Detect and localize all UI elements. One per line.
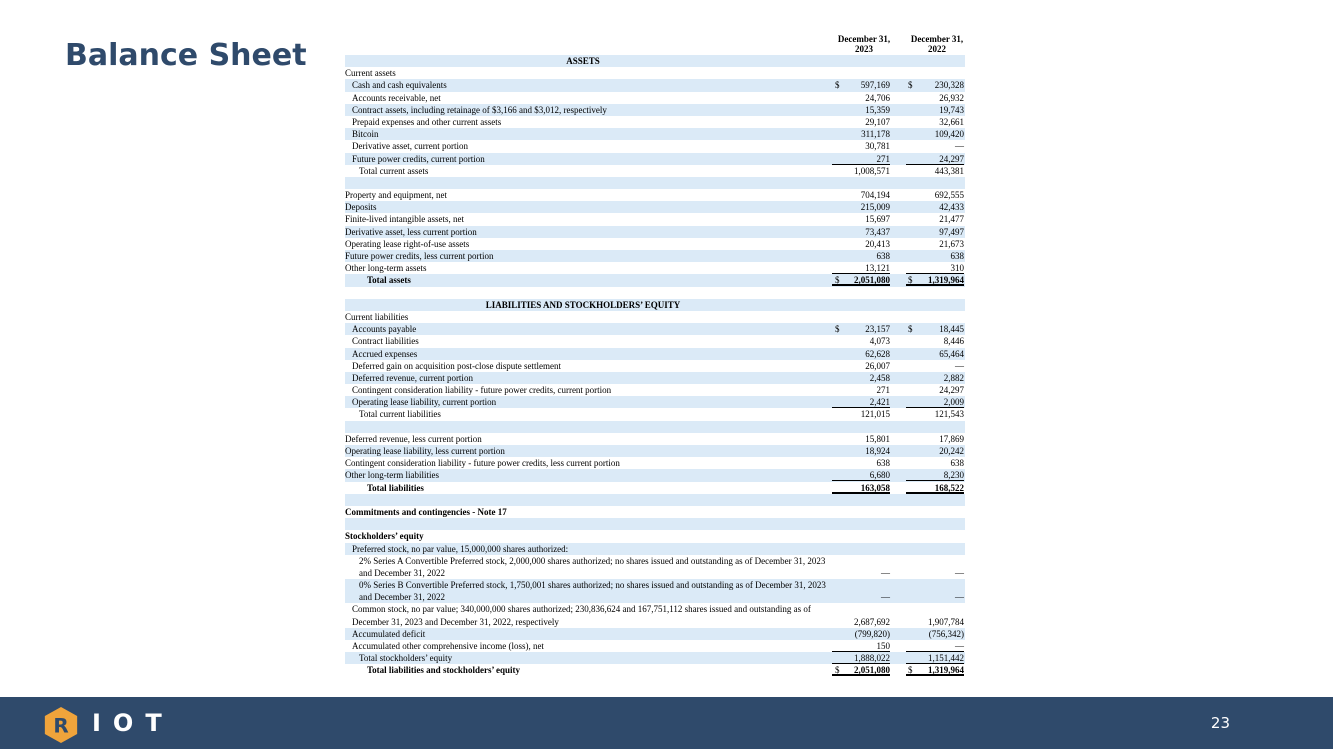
table-row (345, 250, 965, 262)
value-2023: 121,015 (860, 409, 890, 420)
row-label: Derivative asset, current portion (352, 141, 468, 152)
value-2022: 2,009 (906, 396, 964, 408)
row-label: Contract assets, including retainage of $3,166 and $3,012, respectively (352, 104, 607, 115)
currency-symbol: $ (835, 324, 840, 335)
table-row (345, 140, 965, 152)
row-label: Operating lease right-of-use assets (345, 238, 470, 249)
value-2022: — (955, 360, 964, 371)
value-2022: 65,464 (939, 348, 964, 359)
value-2023: 15,359 (865, 104, 890, 115)
value-2023: 13,121 (832, 262, 890, 274)
row-label: Other long-term liabilities (345, 470, 439, 481)
value-2023: (799,820) (854, 628, 890, 639)
table-row (345, 201, 965, 213)
currency-symbol: $ (835, 275, 840, 286)
table-row (345, 116, 965, 128)
value-2023: 2,421 (832, 396, 890, 408)
row-label: Current assets (345, 68, 396, 79)
value-2023: 704,194 (860, 190, 890, 201)
row-label: Stockholders’ equity (345, 531, 424, 542)
value-2022: 1,151,442 (906, 652, 964, 664)
column-header-2022: December 31, 2022 (910, 34, 964, 54)
row-label: Finite-lived intangible assets, net (345, 214, 464, 225)
svg-text:R: R (53, 713, 69, 738)
table-row (345, 92, 965, 104)
table-row (345, 433, 965, 445)
value-2022: — (955, 592, 964, 603)
table-row (345, 652, 965, 664)
row-label: Future power credits, current portion (352, 153, 485, 164)
value-2022: 1,907,784 (928, 616, 964, 627)
table-row (345, 396, 965, 408)
value-2022: 638 (950, 251, 964, 261)
row-label: ASSETS (566, 56, 600, 66)
value-2023: — (881, 567, 890, 578)
value-2022: 168,522 (906, 482, 964, 494)
value-2023: 311,178 (861, 129, 890, 140)
value-2022: 8,446 (943, 336, 964, 347)
row-label: Accounts payable (352, 324, 417, 335)
value-2023: 20,413 (865, 238, 890, 249)
row-label: Deferred gain on acquisition post-close dispute settlement (352, 360, 561, 371)
footer-bar (0, 697, 1333, 749)
row-label: Accumulated deficit (352, 628, 426, 639)
section-heading (345, 55, 965, 67)
value-2022: 109,420 (934, 129, 964, 140)
currency-symbol: $ (908, 324, 913, 335)
row-label: Accounts receivable, net (352, 92, 441, 103)
table-row (345, 494, 965, 506)
value-2023: 2,687,692 (854, 616, 890, 627)
table-row (345, 457, 965, 469)
value-2023: 29,107 (865, 116, 890, 127)
value-2022: 26,932 (939, 92, 964, 103)
table-row (345, 603, 965, 627)
table-row (345, 445, 965, 457)
table-row (345, 628, 965, 640)
table-row (345, 555, 965, 579)
value-2023: 62,628 (865, 348, 890, 359)
value-2022: 121,543 (934, 409, 964, 420)
value-2023: 638 (876, 251, 890, 261)
table-row (345, 262, 965, 274)
value-2023: — (881, 592, 890, 603)
row-label: Derivative asset, less current portion (345, 226, 477, 237)
row-label: LIABILITIES AND STOCKHOLDERS’ EQUITY (485, 299, 681, 310)
value-2022: 8,230 (906, 469, 964, 481)
value-2022: (756,342) (928, 628, 964, 639)
row-label: Contingent consideration liability - future power credits, less current portion (345, 458, 620, 469)
value-2023: 15,801 (865, 433, 890, 444)
table-row (345, 372, 965, 384)
row-label: Contingent consideration liability - future power credits, current portion (352, 385, 612, 396)
row-label: Current liabilities (345, 311, 409, 322)
value-2023: 150 (832, 640, 890, 652)
table-row (345, 79, 965, 91)
row-label: Common stock, no par value; 340,000,000 shares authorized; 230,836,624 and 167,751,112 shares issued and outstanding as of December 31, 2023 and December 31, 2022, respectively (352, 604, 811, 627)
value-2022: 17,869 (939, 433, 964, 444)
value-2022: — (955, 141, 964, 152)
value-2022: 230,328 (934, 80, 964, 91)
row-label: Contract liabilities (352, 336, 419, 347)
table-row (345, 335, 965, 347)
value-2022: 24,297 (906, 153, 964, 165)
value-2022: 1,319,964 (906, 274, 964, 286)
section-heading (345, 299, 965, 311)
value-2023: 271 (832, 153, 890, 165)
value-2023: 18,924 (865, 446, 890, 456)
value-2023: 73,437 (865, 226, 890, 237)
value-2023: 2,051,080 (832, 274, 890, 286)
table-row (345, 469, 965, 481)
table-row (345, 287, 965, 299)
value-2022: — (955, 567, 964, 578)
row-label: Total stockholders’ equity (359, 653, 453, 664)
table-row (345, 348, 965, 360)
table-row (345, 165, 965, 177)
value-2023: 163,058 (832, 482, 890, 494)
table-row (345, 67, 965, 79)
hexagon-logo-icon (42, 706, 80, 744)
value-2022: 20,242 (939, 446, 964, 456)
table-row (345, 506, 965, 518)
row-label: Commitments and contingencies - Note 17 (345, 506, 507, 517)
row-label: Total current liabilities (359, 409, 441, 420)
row-label: Deferred revenue, less current portion (345, 433, 482, 444)
table-row (345, 153, 965, 165)
table-row (345, 226, 965, 238)
row-label: Preferred stock, no par value, 15,000,000 shares authorized: (352, 543, 569, 554)
table-row (345, 213, 965, 225)
value-2023: 597,169 (860, 80, 890, 91)
value-2022: 443,381 (934, 165, 964, 176)
table-row (345, 360, 965, 372)
value-2022: 2,882 (943, 372, 964, 383)
table-row (345, 530, 965, 542)
table-row (345, 543, 965, 555)
value-2022: 1,319,964 (906, 664, 964, 676)
value-2023: 2,458 (869, 372, 890, 383)
value-2022: 310 (906, 262, 964, 274)
value-2022: 21,673 (939, 238, 964, 249)
value-2022: 19,743 (939, 104, 964, 115)
value-2023: 271 (876, 385, 890, 396)
value-2023: 26,007 (865, 360, 890, 371)
row-label: Total liabilities and stockholders’ equity (367, 665, 521, 676)
value-2023: 30,781 (865, 141, 890, 152)
table-row (345, 664, 965, 676)
value-2022: 18,445 (939, 324, 964, 335)
row-label: Deferred revenue, current portion (352, 372, 473, 383)
table-row (345, 238, 965, 250)
page-number: 23 (1210, 714, 1230, 732)
slide-title: Balance Sheet (65, 38, 307, 73)
table-row (345, 311, 965, 323)
row-label: Operating lease liability, less current portion (345, 446, 505, 456)
table-row (345, 421, 965, 433)
row-label: Deposits (345, 202, 377, 213)
value-2023: 638 (876, 458, 890, 469)
value-2022: 692,555 (934, 190, 964, 201)
value-2022: 97,497 (939, 226, 964, 237)
row-label: Property and equipment, net (345, 190, 447, 201)
row-label: Cash and cash equivalents (352, 80, 447, 91)
currency-symbol: $ (835, 665, 840, 676)
column-header-2023: December 31, 2023 (837, 34, 891, 54)
row-label: 2% Series A Convertible Preferred stock, 2,000,000 shares authorized; no shares issued and outstanding as of December 31, 2023 and December 31, 2022 (359, 555, 826, 578)
value-2022: 638 (950, 458, 964, 469)
value-2023: 215,009 (860, 202, 890, 213)
value-2023: 2,051,080 (832, 664, 890, 676)
table-row (345, 384, 965, 396)
row-label: Operating lease liability, current portion (352, 397, 497, 408)
row-label: Total current assets (359, 165, 429, 176)
value-2022: 42,433 (939, 202, 964, 213)
value-2023: 6,680 (832, 469, 890, 481)
table-rows (345, 55, 965, 677)
table-row (345, 518, 965, 530)
currency-symbol: $ (908, 665, 913, 676)
table-row (345, 323, 965, 335)
value-2023: 15,697 (865, 214, 890, 225)
value-2022: — (906, 640, 964, 652)
value-2023: 24,706 (865, 92, 890, 103)
row-label: Accrued expenses (352, 348, 418, 359)
table-row (345, 274, 965, 286)
row-label: Prepaid expenses and other current assets (352, 116, 502, 127)
logo-text: IOT (92, 709, 174, 737)
currency-symbol: $ (908, 80, 913, 91)
value-2023: 1,888,022 (832, 652, 890, 664)
row-label: Other long-term assets (345, 263, 427, 274)
table-row (345, 104, 965, 116)
value-2023: 1,008,571 (854, 165, 890, 176)
value-2023: 4,073 (869, 336, 890, 347)
value-2022: 32,661 (939, 116, 964, 127)
currency-symbol: $ (835, 80, 840, 91)
row-label: Accumulated other comprehensive income (loss), net (352, 641, 544, 652)
row-label: Bitcoin (352, 129, 379, 140)
value-2022: 24,297 (939, 385, 964, 396)
table-row (345, 128, 965, 140)
table-row (345, 640, 965, 652)
row-label: Total assets (367, 275, 411, 286)
row-label: 0% Series B Convertible Preferred stock, 1,750,001 shares authorized; no shares issued and outstanding as of December 31, 2023 and December 31, 2022 (359, 580, 826, 603)
table-row (345, 482, 965, 494)
row-label: Future power credits, less current portion (345, 251, 494, 261)
table-row (345, 408, 965, 420)
value-2023: 23,157 (865, 324, 890, 335)
table-row (345, 177, 965, 189)
table-row (345, 579, 965, 603)
currency-symbol: $ (908, 275, 913, 286)
row-label: Total liabilities (367, 482, 424, 493)
value-2022: 21,477 (939, 214, 964, 225)
table-row (345, 189, 965, 201)
